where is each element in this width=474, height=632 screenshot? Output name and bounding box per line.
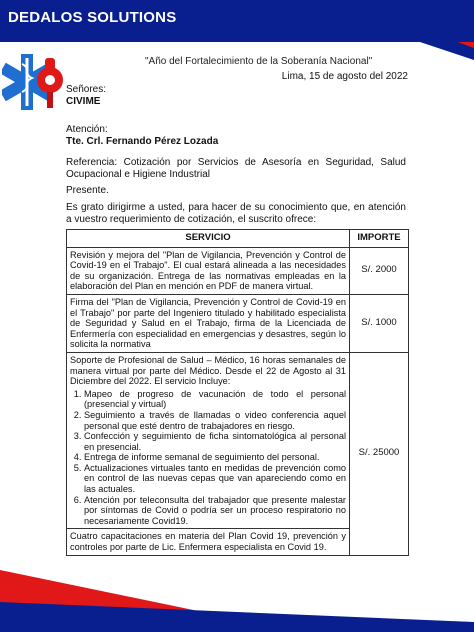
service-description: Soporte de Profesional de Salud – Médico, 16 horas semanales de manera virtual por parte del Médico. Desde el 22 de Agosto al 31 Diciembre del 2022. El servicio Incluye: <box>70 354 346 387</box>
service-amount: S/. 25000 <box>350 352 409 555</box>
attention-label: Atención: <box>66 124 108 135</box>
table-row <box>67 352 409 529</box>
reference: Referencia: Cotización por Servicios de Asesoría en Seguridad, Salud Ocupacional e Higiene Industrial <box>66 157 406 180</box>
greeting: Presente. <box>66 185 109 196</box>
table-row <box>67 247 409 294</box>
intro-paragraph: Es grato dirigirme a usted, para hacer de su conocimiento que, en atención a vuestro requerimiento de cotización, el suscrito ofrece: <box>66 202 406 225</box>
attention-name: Tte. Crl. Fernando Pérez Lozada <box>66 136 219 147</box>
table-row <box>67 294 409 352</box>
service-description: Revisión y mejora del "Plan de Vigilancia, Prevención y Control de Covid-19 en el Trabajo". El cual estará alineada a las necesidades de su organización. Entrega de las normativas empleadas en la elaboración del Plan en mención en PDF de manera virtual. <box>67 247 350 294</box>
recipient-company: CIVIME <box>66 96 101 107</box>
list-item: 4. Entrega de informe semanal de seguimiento del personal. <box>84 452 346 463</box>
service-column-header: SERVICIO <box>67 230 350 248</box>
letter-motto: "Año del Fortalecimiento de la Soberanía Nacional" <box>145 56 373 67</box>
salutation: Señores: <box>66 84 107 95</box>
amount-column-header: IMPORTE <box>350 230 409 248</box>
header-bar <box>0 0 474 42</box>
list-item: 3. Confección y seguimiento de ficha sintomatológica al personal en presencial. <box>84 431 346 452</box>
table-header-row <box>67 230 409 248</box>
service-description: Firma del "Plan de Vigilancia, Prevención y Control de Covid-19 en el Trabajo" por parte del Ingeniero titulado y habilitado especialista de Seguridad y Salud en el Trabajo, firma de la Licenciada de Enfermería con especialidad en emergencias y desastres, según lo solicita la normativa <box>67 294 350 352</box>
medical-star-of-life-icon <box>2 40 72 120</box>
company-title: DEDALOS SOLUTIONS <box>8 9 177 26</box>
list-item: 1. Mapeo de progreso de vacunación de todo el personal (presencial y virtual) <box>84 389 346 410</box>
list-item: 6. Atención por teleconsulta del trabajador que presente malestar por síntomas de Covid o podría ser un proceso respiratorio no necesariamente Covid19. <box>84 495 346 527</box>
list-item: 5. Actualizaciones virtuales tanto en medidas de prevención como en control de las nuevas cepas que van apareciendo como en las actuales. <box>84 463 346 495</box>
service-amount: S/. 1000 <box>350 294 409 352</box>
letter-date: Lima, 15 de agosto del 2022 <box>281 71 408 82</box>
services-table <box>66 229 409 556</box>
service-included-list <box>70 389 346 527</box>
service-description: Cuatro capacitaciones en materia del Plan Covid 19, prevención y controles por parte de Lic. Enfermera especialista en Covid 19. <box>67 529 350 555</box>
service-description-cell <box>67 352 350 529</box>
service-amount: S/. 2000 <box>350 247 409 294</box>
footer-decoration <box>0 562 474 632</box>
list-item: 2. Seguimiento a través de llamadas o video conferencia aquel personal que esté dentro de trabajadores en riesgo. <box>84 410 346 431</box>
